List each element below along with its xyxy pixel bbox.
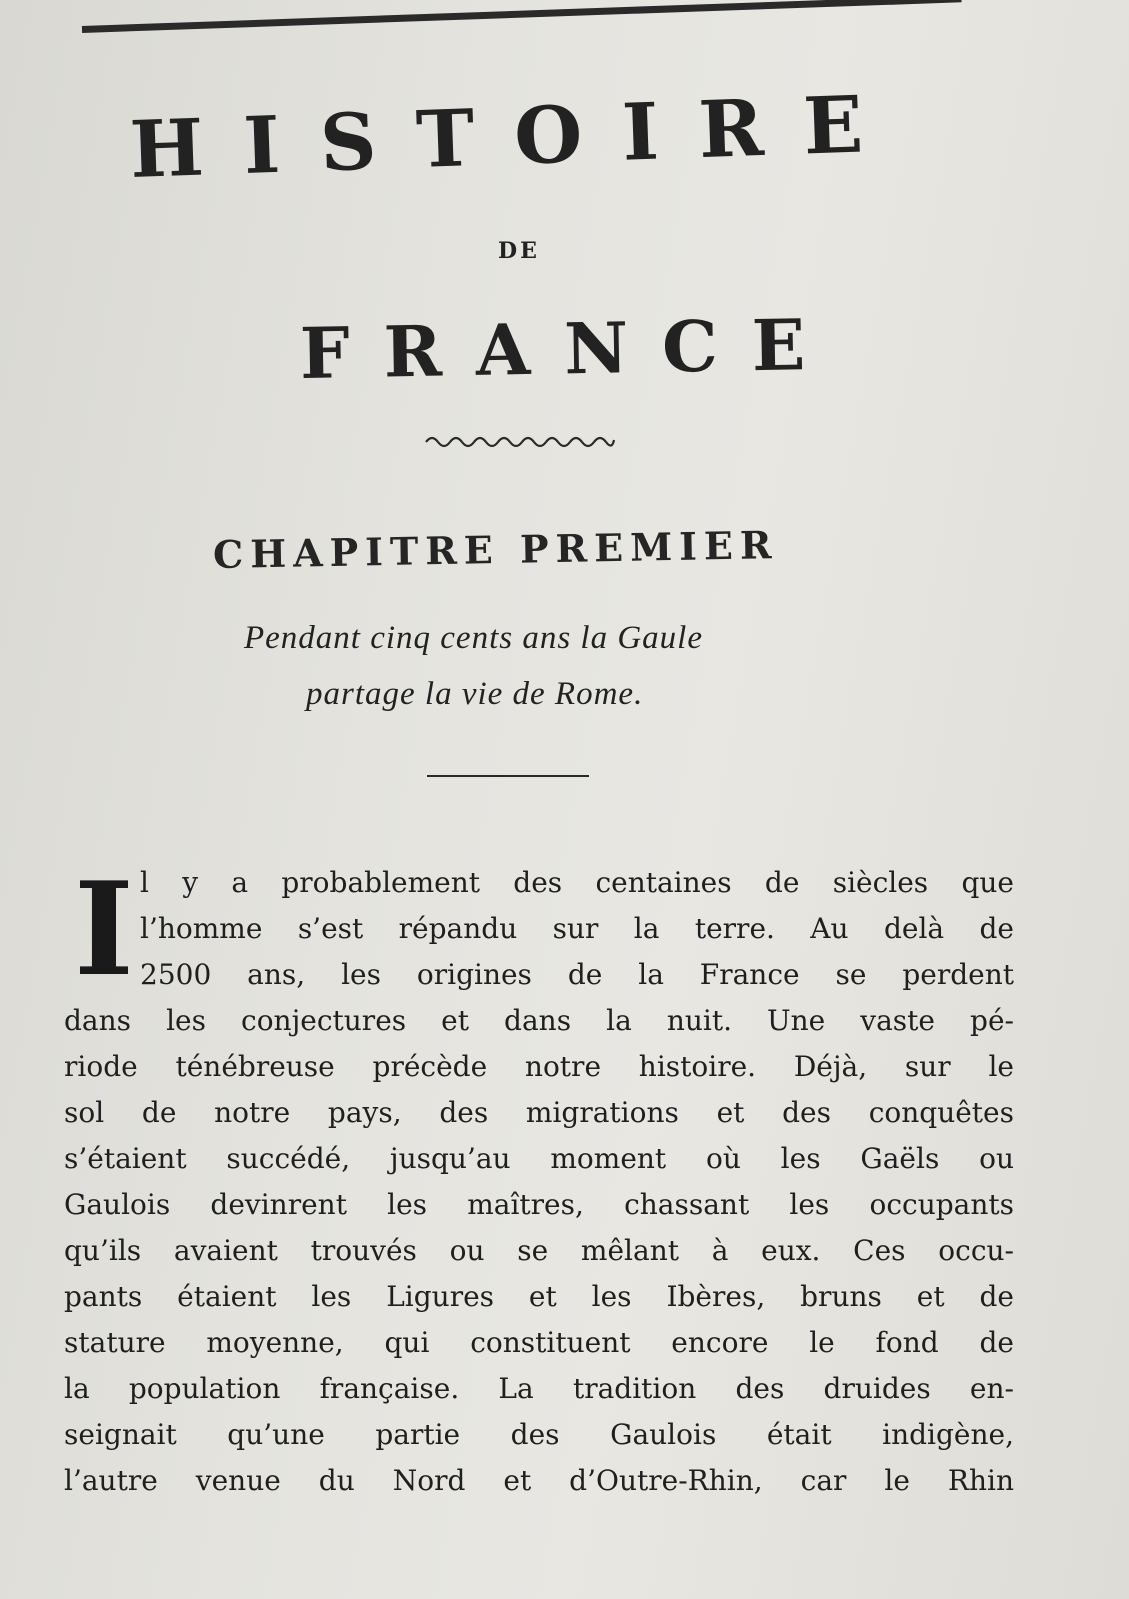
chapter-subtitle-line-1: Pendant cinq cents ans la Gaule [244, 620, 704, 656]
body-line: stature moyenne, qui constituent encore le fond de [64, 1326, 1014, 1359]
chapter-heading: CHAPITRE PREMIER [212, 522, 779, 577]
title-de: DE [498, 238, 540, 264]
body-line: l’autre venue du Nord et d’Outre-Rhin, car le Rhin [64, 1464, 1014, 1497]
wavy-ornament [424, 430, 616, 450]
body-line: seignait qu’une partie des Gaulois était indigène, [64, 1418, 1014, 1451]
drop-cap: I [74, 855, 134, 1005]
chapter-subtitle-line-2: partage la vie de Rome. [306, 676, 644, 712]
body-line: dans les conjectures et dans la nuit. Une vaste pé- [64, 1004, 1014, 1037]
body-line: riode ténébreuse précède notre histoire. Déjà, sur le [64, 1050, 1014, 1083]
body-line: pants étaient les Ligures et les Ibères, bruns et de [64, 1280, 1014, 1313]
section-rule [427, 775, 589, 777]
body-line: qu’ils avaient trouvés ou se mêlant à eux. Ces occu- [64, 1234, 1014, 1267]
body-line: sol de notre pays, des migrations et des conquêtes [64, 1096, 1014, 1129]
body-line: Gaulois devinrent les maîtres, chassant les occupants [64, 1188, 1014, 1221]
body-line: l’homme s’est répandu sur la terre. Au delà de [140, 912, 1014, 945]
body-line: la population française. La tradition des druides en- [64, 1372, 1014, 1405]
body-line: l y a probablement des centaines de siècles que [140, 866, 1014, 899]
top-rule [82, 0, 962, 33]
title-histoire: HISTOIRE [128, 78, 905, 196]
body-paragraph [64, 855, 1014, 1504]
body-line: 2500 ans, les origines de la France se perdent [140, 958, 1014, 991]
body-line: s’étaient succédé, jusqu’au moment où les Gaëls ou [64, 1142, 1014, 1175]
title-france: FRANCE [299, 302, 840, 395]
